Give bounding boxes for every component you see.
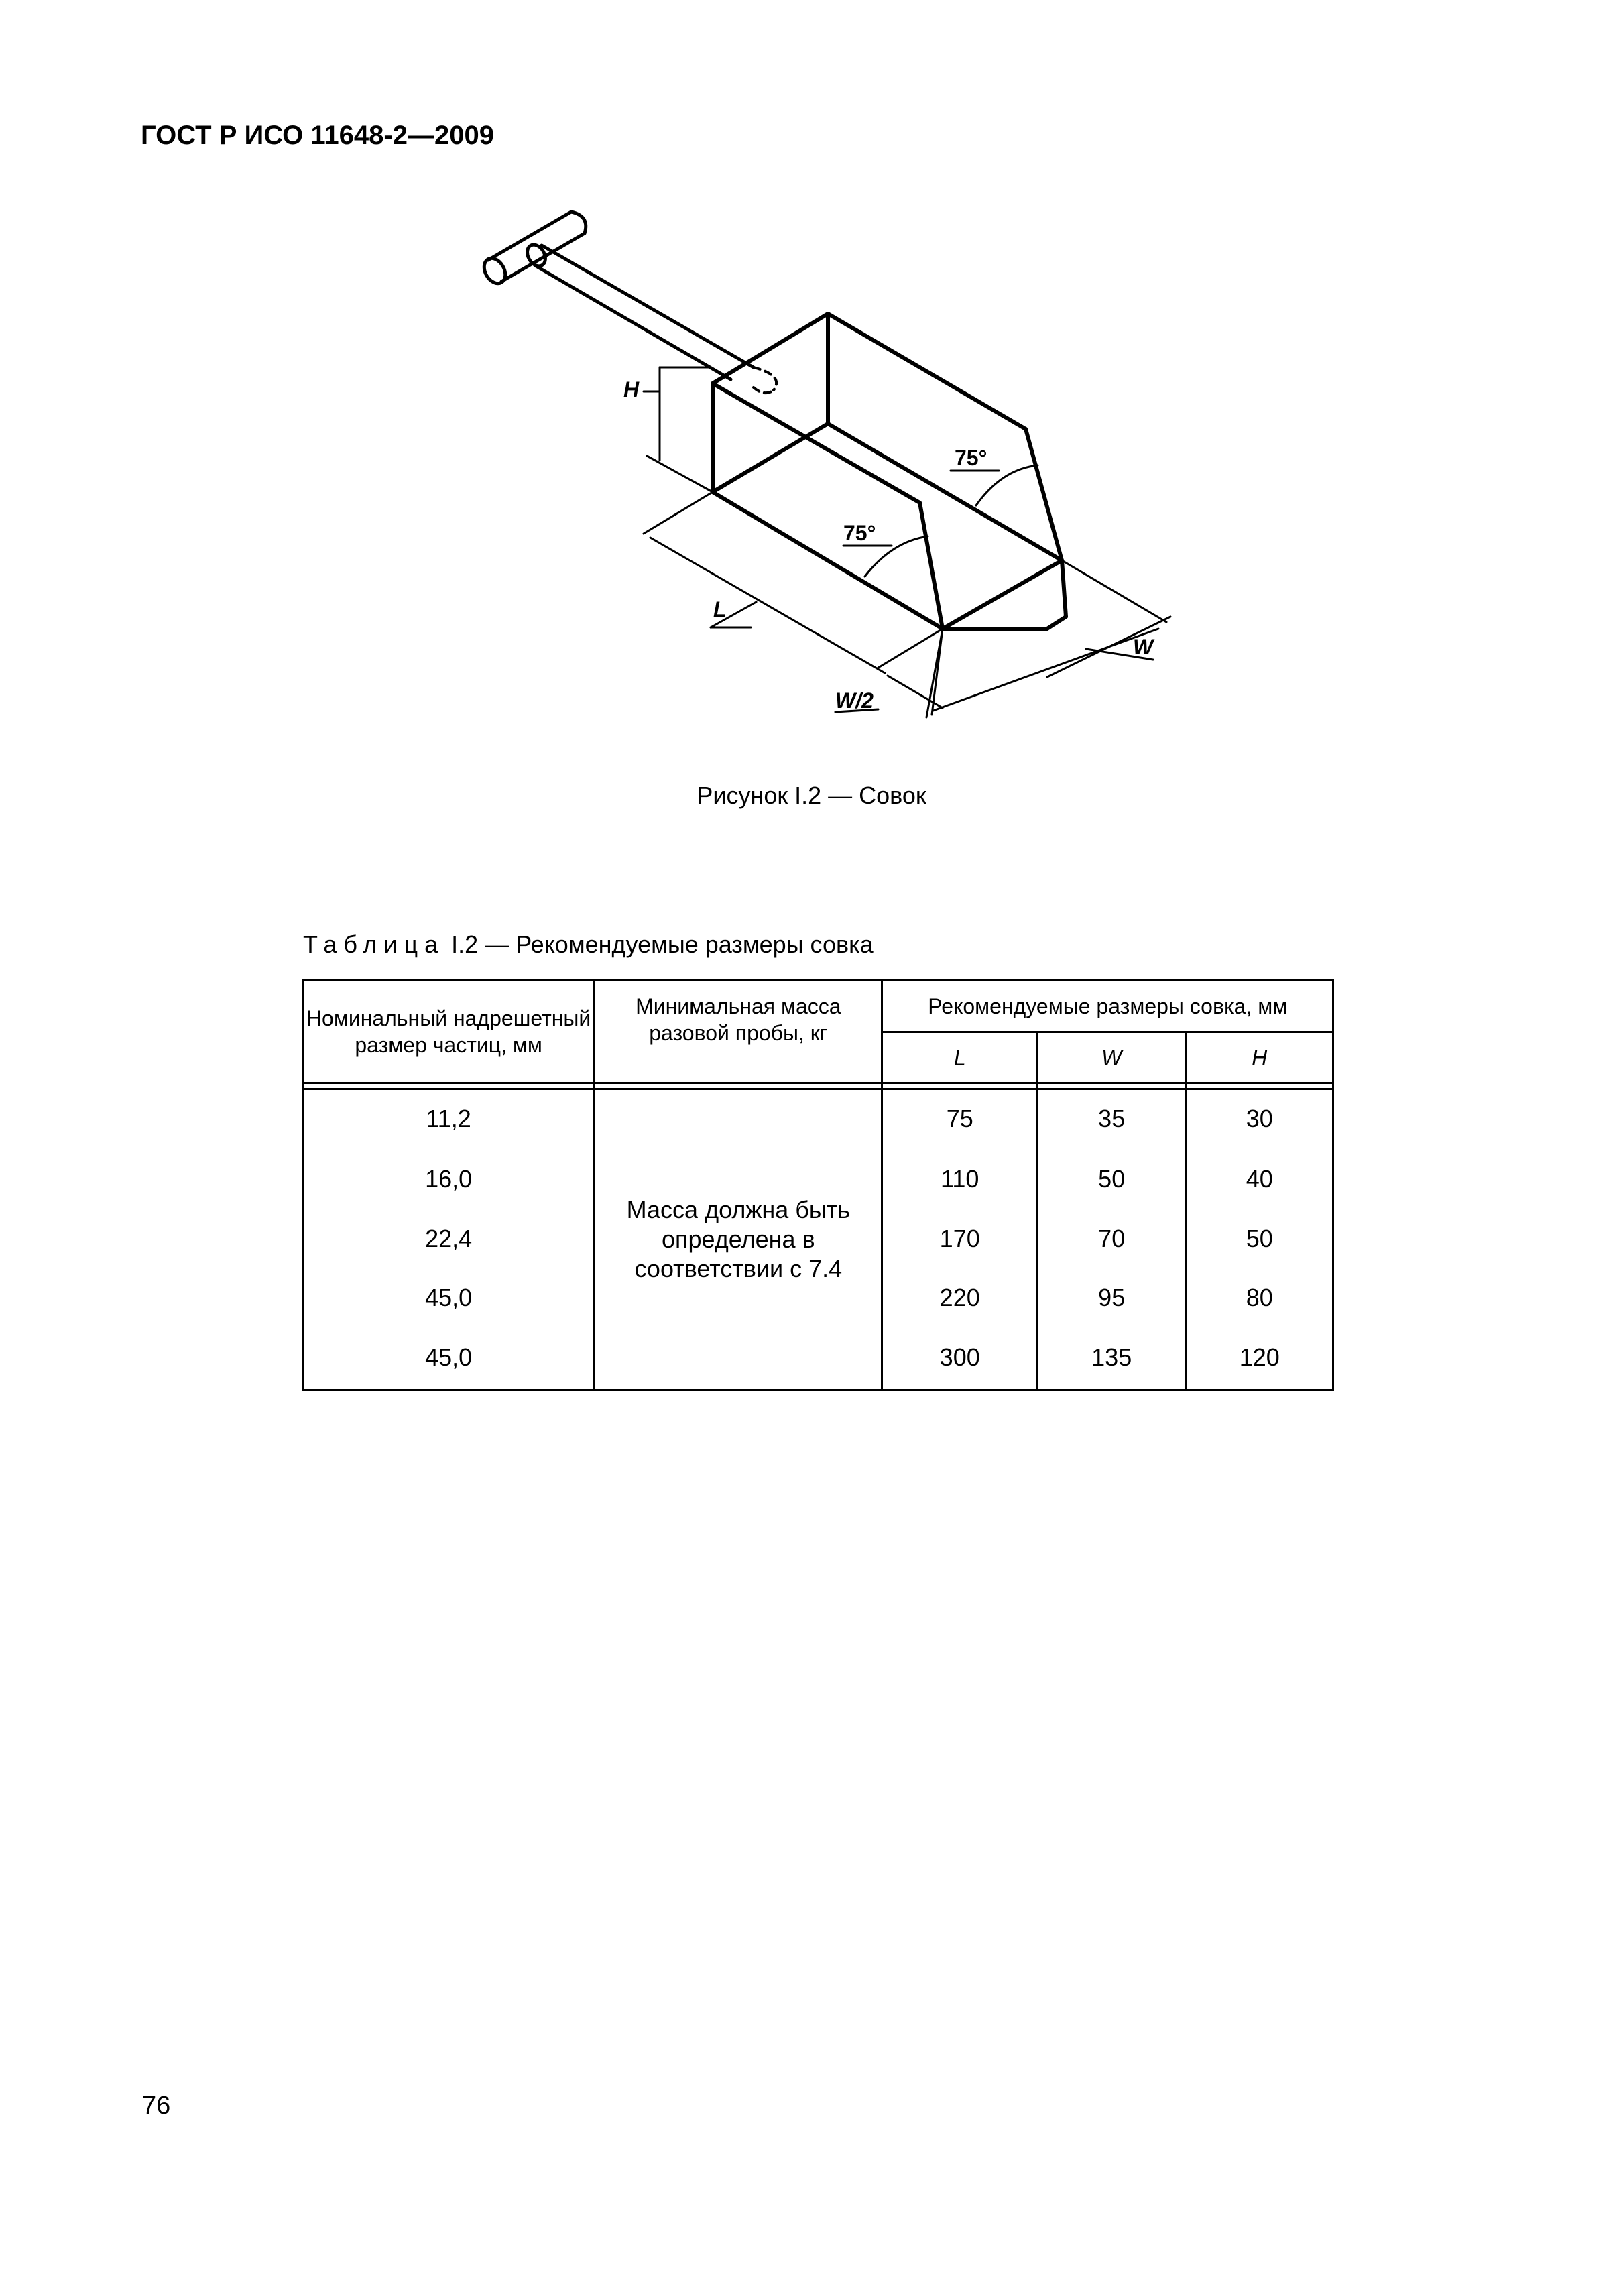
cell-l: 110 [882,1150,1037,1210]
handle-shaft [524,241,776,393]
cell-w: 95 [1037,1269,1186,1329]
label-w: W [1133,635,1154,659]
table-row [303,1089,1333,1150]
label-angle-bottom: 75° [843,521,876,545]
cell-size: 45,0 [303,1269,595,1329]
cell-l: 75 [882,1089,1037,1150]
table-caption-prefix: Таблица [303,930,445,958]
label-angle-top: 75° [955,446,987,470]
cell-l: 300 [882,1329,1037,1390]
handle-crossbar [480,212,586,287]
cell-w: 50 [1037,1150,1186,1210]
header-h: H [1186,1032,1333,1083]
cell-h: 30 [1186,1089,1333,1150]
cell-w: 35 [1037,1089,1186,1150]
header-recommended: Рекомендуемые размеры совка, мм [882,980,1333,1032]
cell-l: 220 [882,1269,1037,1329]
header-nominal-size: Номинальный надрешетный размер частиц, мм [303,980,595,1083]
cell-size: 45,0 [303,1329,595,1390]
cell-l: 170 [882,1210,1037,1270]
table-caption-title: I.2 — Рекомендуемые размеры совка [444,930,874,958]
hidden-edge [713,457,771,492]
header-min-mass: Минимальная масса разовой пробы, кг [595,980,882,1083]
label-l: L [713,597,727,621]
figure-caption: Рисунок I.2 — Совок [697,782,926,809]
cell-w: 70 [1037,1210,1186,1270]
label-w-half: W/2 [835,688,874,713]
label-h: H [623,377,640,402]
cell-mass-note: Масса должна быть определена в соответствии с 7.4 [595,1089,882,1390]
cell-h: 120 [1186,1329,1333,1390]
scoop-drawing [0,0,1623,771]
table-caption [303,930,874,959]
cell-size: 16,0 [303,1150,595,1210]
document-header: ГОСТ Р ИСО 11648-2—2009 [141,121,494,150]
cell-h: 80 [1186,1269,1333,1329]
cell-size: 11,2 [303,1089,595,1150]
header-l: L [882,1032,1037,1083]
cell-h: 50 [1186,1210,1333,1270]
page-number: 76 [142,2092,171,2120]
dimensions-table [302,979,1334,1391]
header-w: W [1037,1032,1186,1083]
cell-size: 22,4 [303,1210,595,1270]
cell-h: 40 [1186,1150,1333,1210]
cell-w: 135 [1037,1329,1186,1390]
